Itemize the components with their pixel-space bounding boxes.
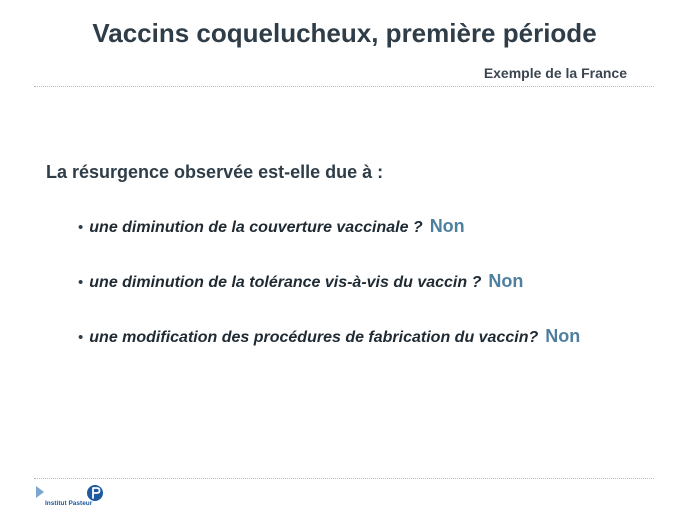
bullet-answer: Non [488,271,524,291]
logo-text: Institut Pasteur [45,500,93,507]
bullet-item [78,271,580,326]
bullet-text: une diminution de la tolérance vis-à-vis du vaccin ? [89,274,482,291]
header-divider [34,86,654,87]
slide-title: Vaccins coquelucheux, première période [92,18,597,48]
bullet-text: une diminution de la couverture vaccinale ? [89,219,423,236]
footer-divider [34,478,654,479]
bullet-item [78,216,580,271]
bullet-text: une modification des procédures de fabrication du vaccin? [89,329,539,346]
bullet-dot-icon: • [78,219,84,236]
question-heading: La résurgence observée est-elle due à : [46,162,384,182]
slide-marker-icon [36,486,44,498]
bullet-dot-icon: • [78,274,84,291]
bullet-answer: Non [429,216,465,236]
bullet-dot-icon: • [78,329,84,346]
bullet-list [78,216,580,381]
bullet-answer: Non [545,326,581,346]
slide-subtitle: Exemple de la France [483,65,627,81]
institut-pasteur-logo [36,484,116,512]
bullet-item [78,326,580,381]
